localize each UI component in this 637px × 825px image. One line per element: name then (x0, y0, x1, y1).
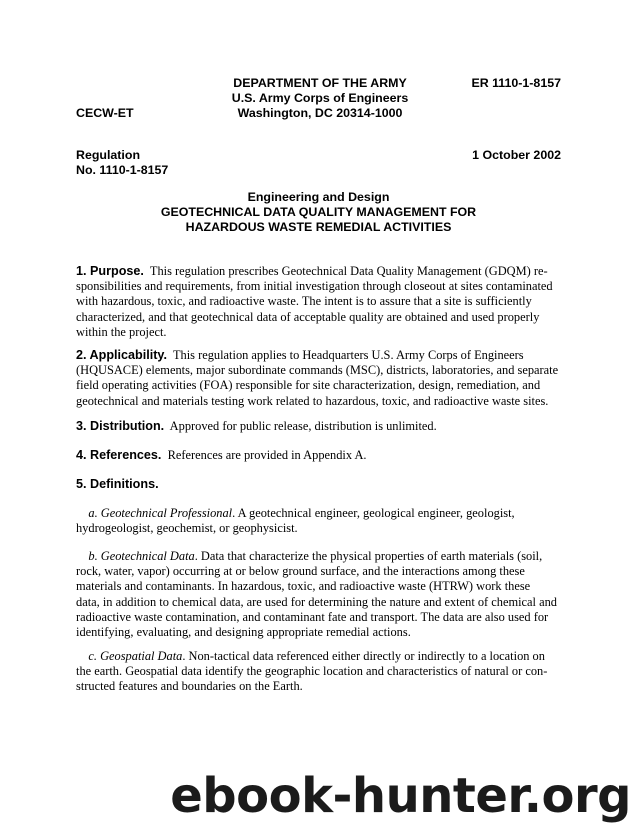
document-title (60, 190, 577, 235)
section-references (76, 448, 564, 463)
office-symbol: CECW-ET (76, 106, 134, 120)
title-line-2: GEOTECHNICAL DATA QUALITY MANAGEMENT FOR (160, 205, 477, 219)
paragraph-line: . Data that characterize the physical properties of earth materials (soil, (194, 549, 543, 563)
definition-term: c. Geospatial Data (88, 649, 183, 663)
paragraph-line: characterized, and that geotechnical data of acceptable quality are obtained and used properly (76, 309, 540, 324)
definition-term: a. Geotechnical Professional (88, 506, 233, 520)
paragraph-line: materials and contaminants. In hazardous, toxic, and radioactive waste (HTRW) work these (76, 579, 531, 594)
section-heading: 3. Distribution. (76, 419, 165, 433)
definition-term: b. Geotechnical Data (88, 549, 195, 563)
paragraph-line: radioactive waste contamination, and contaminant fate and transport. The data are also used for (76, 609, 549, 624)
paragraph-line: the earth. Geospatial data identify the geographic location and characteristics of natural or con- (76, 664, 548, 679)
definition-a (76, 506, 564, 536)
paragraph-line: sponsibilities and requirements, from initial investigation through closeout at sites contaminated (76, 279, 553, 294)
regulation-number: No. 1110-1-8157 (76, 163, 169, 177)
paragraph-line: (HQUSACE) elements, major subordinate commands (MSC), districts, laboratories, and separate (76, 363, 559, 378)
paragraph-line: . A geotechnical engineer, geological engineer, geologist, (232, 506, 515, 520)
paragraph-line: References are provided in Appendix A. (167, 448, 367, 462)
paragraph-line: This regulation prescribes Geotechnical Data Quality Management (GDQM) re- (149, 264, 548, 278)
definition-c (76, 649, 564, 695)
paragraph-line: with hazardous, toxic, and radioactive waste. The intent is to assure that a site is sufficiently (76, 294, 532, 309)
section-heading: 5. Definitions. (76, 477, 159, 491)
department-name: DEPARTMENT OF THE ARMY (233, 76, 407, 90)
er-number: ER 1110-1-8157 (471, 76, 561, 90)
section-purpose (76, 264, 564, 340)
title-line-1: Engineering and Design (247, 190, 390, 204)
section-applicability (76, 348, 564, 409)
paragraph-line: structed features and boundaries on the Earth. (76, 679, 303, 694)
issuing-agency (190, 76, 450, 121)
watermark-text: ebook-hunter.org (170, 768, 631, 824)
agency-city: Washington, DC 20314-1000 (237, 106, 403, 120)
paragraph-line: Approved for public release, distribution is unlimited. (169, 419, 437, 433)
paragraph-line: within the project. (76, 324, 167, 339)
paragraph-line: hydrogeologist, geochemist, or geophysicist. (76, 521, 298, 536)
paragraph-line: data, in addition to chemical data, are used for determining the nature and extent of chemical and (76, 594, 557, 609)
issue-date: 1 October 2002 (472, 148, 561, 162)
paragraph-line: geotechnical and materials testing work related to hazardous, toxic, and radioactive waste sites. (76, 393, 549, 408)
corps-name: U.S. Army Corps of Engineers (231, 91, 409, 105)
paragraph-line: field operating activities (FOA) responsible for site characterization, design, remediation, and (76, 378, 541, 393)
section-heading: 2. Applicability. (76, 348, 167, 362)
paragraph-line: . Non-tactical data referenced either directly or indirectly to a location on (182, 649, 545, 663)
paragraph-line: This regulation applies to Headquarters U.S. Army Corps of Engineers (172, 348, 524, 362)
section-heading: 4. References. (76, 448, 162, 462)
paragraph-line: identifying, evaluating, and designing appropriate remedial actions. (76, 625, 411, 640)
title-line-3: HAZARDOUS WASTE REMEDIAL ACTIVITIES (185, 220, 452, 234)
paragraph-line: rock, water, vapor) occurring at or below ground surface, and the interactions among these (76, 564, 525, 579)
section-distribution (76, 419, 564, 434)
regulation-label: Regulation (76, 148, 141, 162)
section-heading: 1. Purpose. (76, 264, 144, 278)
definition-b (76, 549, 564, 640)
section-definitions (76, 477, 564, 492)
